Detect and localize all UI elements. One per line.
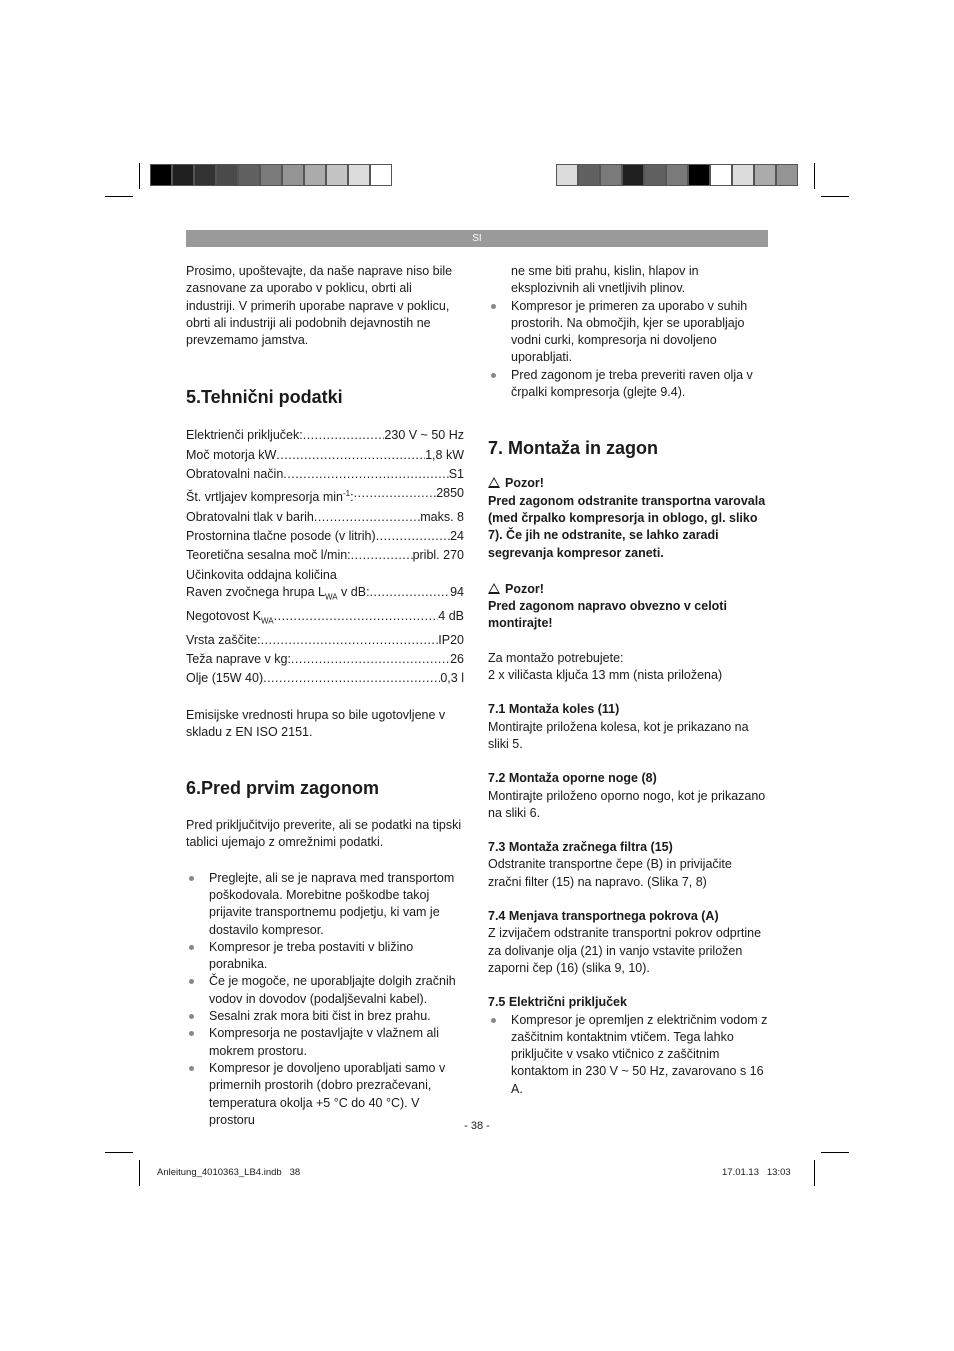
crop-mark xyxy=(821,196,849,197)
section-6-intro: Pred priključitvijo preverite, ali se podatki na tipski tablici ujemajo z omrežnimi podatki. xyxy=(186,818,462,850)
spec-label: Teoretična sesalna moč l/min: xyxy=(186,548,351,563)
spec-value: 24 xyxy=(450,529,464,544)
color-swatch xyxy=(326,164,348,186)
color-swatch xyxy=(578,164,600,186)
list-item: Kompresor je primeren za uporabo v suhih prostorih. Na območjih, kjer se uporabljajo vodni curki, kompresorja ni dovoljeno uporabljati. xyxy=(488,298,768,367)
crop-mark xyxy=(105,1152,133,1153)
warning-2 xyxy=(488,581,768,598)
warning-2-label: Pozor! xyxy=(505,581,544,596)
continued-text: ne sme biti prahu, kislin, hlapov in eksplozivnih ali vnetljivih plinov. xyxy=(511,264,699,296)
color-swatch xyxy=(754,164,776,186)
spec-item xyxy=(186,670,464,687)
left-column xyxy=(186,263,464,1129)
spec-value: pribl. 270 xyxy=(412,548,464,563)
spec-item xyxy=(186,485,464,506)
color-swatch xyxy=(348,164,370,186)
spec-value: 1,8 kW xyxy=(425,447,464,462)
spec-value: 2850 xyxy=(436,486,464,501)
color-swatch xyxy=(732,164,754,186)
color-swatch xyxy=(666,164,688,186)
warning-2-text: Pred zagonom napravo obvezno v celoti montirajte! xyxy=(488,599,727,631)
color-swatch xyxy=(172,164,194,186)
spec-label: Teža naprave v kg: xyxy=(186,651,291,666)
spec-label: Vrsta zaščite: xyxy=(186,632,261,647)
footer-file: Anleitung_4010363_LB4.indb 38 xyxy=(157,1167,301,1178)
section-7-5-list xyxy=(488,1012,768,1098)
color-swatch xyxy=(622,164,644,186)
spec-label: Obratovalni način xyxy=(186,467,284,482)
crop-mark xyxy=(814,1160,815,1186)
spec-leader xyxy=(314,509,420,526)
list-item: Pred zagonom je treba preveriti raven olja v črpalki kompresorja (glejte 9.4). xyxy=(488,367,768,402)
color-swatch xyxy=(260,164,282,186)
emission-text: Emisijske vrednosti hrupa so bile ugotovljene v skladu z EN ISO 2151. xyxy=(186,707,446,739)
spec-leader xyxy=(274,608,439,630)
spec-label: Raven zvočnega hrupa $L_{WA}$ v dB: xyxy=(186,585,370,602)
spec-value: S1 xyxy=(448,467,464,482)
spec-leader xyxy=(351,547,413,564)
spec-list-2 xyxy=(186,584,464,687)
warning-triangle-icon xyxy=(488,477,500,488)
need-line-1: Za montažo potrebujete: xyxy=(488,650,624,665)
crop-mark xyxy=(821,1152,849,1153)
color-swatch xyxy=(776,164,798,186)
spec-value: IP20 xyxy=(438,632,464,647)
section-7-2-text: Montirajte priloženo oporno nogo, kot je prikazano na sliki 6. xyxy=(488,788,766,820)
spec-leader xyxy=(263,670,440,687)
section-7-title: 7. Montaža in zagon xyxy=(488,438,659,459)
spec-leader xyxy=(376,528,450,545)
spec-item xyxy=(186,509,464,526)
section-7-4-text: Z izvijačem odstranite transportni pokrov odprtine za dolivanje olja (21) in vanjo vstavite priložen zaporni čep (16) (slika 9, 10). xyxy=(488,926,762,975)
crop-mark xyxy=(814,163,815,189)
spec-item xyxy=(186,651,464,668)
color-bar-left xyxy=(150,164,392,186)
list-item: Kompresorja ne postavljajte v vlažnem ali mokrem prostoru. xyxy=(186,1025,464,1060)
color-swatch xyxy=(710,164,732,186)
footer-date: 17.01.13 13:03 xyxy=(722,1167,791,1178)
section-7-4-title: 7.4 Menjava transportnega pokrova (A) xyxy=(488,909,719,924)
color-swatch xyxy=(216,164,238,186)
spec-item xyxy=(186,466,464,483)
color-swatch xyxy=(150,164,172,186)
color-swatch xyxy=(688,164,710,186)
section-5-title: 5.Tehnični podatki xyxy=(186,387,343,408)
spec-value: maks. 8 xyxy=(420,509,464,524)
list-item: Kompresor je opremljen z električnim vodom z zaščitnim kontaktnim vtičem. Tega lahko priključite v vsako vtičnico z zaščitnim kontaktom in 230 V ~ 50 Hz, zavarovano s 16 A. xyxy=(488,1012,768,1098)
spec-leader xyxy=(370,584,451,606)
right-column xyxy=(488,263,768,1098)
warning-1-text: Pred zagonom odstranite transportna varovala (med črpalko kompresorja in oblogo, gl. sliko 7). Če jih ne odstranite, se lahko zaradi segrevanja kompresor zaneti. xyxy=(488,493,766,560)
spec-list xyxy=(186,427,464,564)
spec-label: Negotovost $K_{WA}$ xyxy=(186,608,274,626)
list-item: Kompresor je dovoljeno uporabljati samo v primernih prostorih (dobro prezračevani, temperatura okolja +5 °C do 40 °C). V prostoru xyxy=(186,1060,464,1129)
color-swatch xyxy=(282,164,304,186)
list-item: Če je mogoče, ne uporabljajte dolgih zračnih vodov in dovodov (podaljševalni kabel). xyxy=(186,973,464,1008)
list-item: Sesalni zrak mora biti čist in brez prahu. xyxy=(186,1008,464,1025)
spec-label: Moč motorja kW xyxy=(186,447,277,462)
section-7-3-text: Odstranite transportne čepe (B) in privijačite zračni filter (15) na napravo. (Slika 7, 8) xyxy=(488,857,732,889)
need-line-2: 2 x viličasta ključa 13 mm (nista priložena) xyxy=(488,668,723,683)
spec-value: 26 xyxy=(450,651,464,666)
warning-triangle-icon xyxy=(488,583,500,594)
spec-leader xyxy=(291,651,450,668)
color-swatch xyxy=(238,164,260,186)
language-bar: SI xyxy=(186,230,768,247)
spec-value: 0,3 l xyxy=(440,671,464,686)
list-item: Preglejte, ali se je naprava med transportom poškodovala. Morebitne poškodbe takoj prijavite transportnemu podjetju, ki vam je dostavilo kompresor. xyxy=(186,870,464,939)
section-7-5-title: 7.5 Električni priključek xyxy=(488,995,627,1010)
color-swatch xyxy=(194,164,216,186)
section-6-title: 6.Pred prvim zagonom xyxy=(186,778,380,799)
color-swatch xyxy=(370,164,392,186)
page-number: - 38 - xyxy=(464,1120,490,1132)
color-swatch xyxy=(644,164,666,186)
spec-leader xyxy=(303,427,385,444)
spec-item xyxy=(186,547,464,564)
spec-leader xyxy=(276,447,425,464)
color-bar-right xyxy=(556,164,798,186)
color-swatch xyxy=(600,164,622,186)
spec-value: 4 dB xyxy=(438,608,464,623)
right-list xyxy=(488,298,768,402)
list-item: Kompresor je treba postaviti v bližino porabnika. xyxy=(186,939,464,974)
spec-value: 230 V ~ 50 Hz xyxy=(384,428,464,443)
section-7-3-title: 7.3 Montaža zračnega filtra (15) xyxy=(488,840,673,855)
spec-label: Prostornina tlačne posode (v litrih) xyxy=(186,529,376,544)
spec-item xyxy=(186,427,464,444)
section-7-2-title: 7.2 Montaža oporne noge (8) xyxy=(488,771,657,786)
warning-1 xyxy=(488,475,768,492)
warning-1-label: Pozor! xyxy=(505,476,544,491)
spec-leader xyxy=(261,632,439,649)
spec-item xyxy=(186,584,464,606)
color-swatch xyxy=(556,164,578,186)
spec-item xyxy=(186,608,464,630)
spec-item xyxy=(186,632,464,649)
color-swatch xyxy=(304,164,326,186)
spec-item xyxy=(186,528,464,545)
spec-item xyxy=(186,447,464,464)
intro-text: Prosimo, upoštevajte, da naše naprave niso bile zasnovane za uporabo v poklicu, obrti ali industriji. V primerih uporabe naprave v poklicu, obrti ali industriji ali podobnih dejavnostih ne prevzemamo jamstva. xyxy=(186,264,453,348)
spec-label: Olje (15W 40) xyxy=(186,671,264,686)
spec-label: Elektrienči priključek: xyxy=(186,428,303,443)
section-6-list xyxy=(186,870,464,1129)
spec-leader xyxy=(354,485,437,506)
crop-mark xyxy=(139,163,140,189)
crop-mark xyxy=(105,196,133,197)
section-7-1-title: 7.1 Montaža koles (11) xyxy=(488,702,620,717)
crop-mark xyxy=(139,1160,140,1186)
spec-item-plain: Učinkovita oddajna količina xyxy=(186,567,337,582)
spec-label: Št. vrtljajev kompresorja $\min^{-1}$: xyxy=(186,489,354,505)
spec-leader xyxy=(283,466,448,483)
spec-value: 94 xyxy=(450,585,464,600)
section-7-1-text: Montirajte priložena kolesa, kot je prikazano na sliki 5. xyxy=(488,719,749,751)
spec-label: Obratovalni tlak v barih xyxy=(186,509,314,524)
